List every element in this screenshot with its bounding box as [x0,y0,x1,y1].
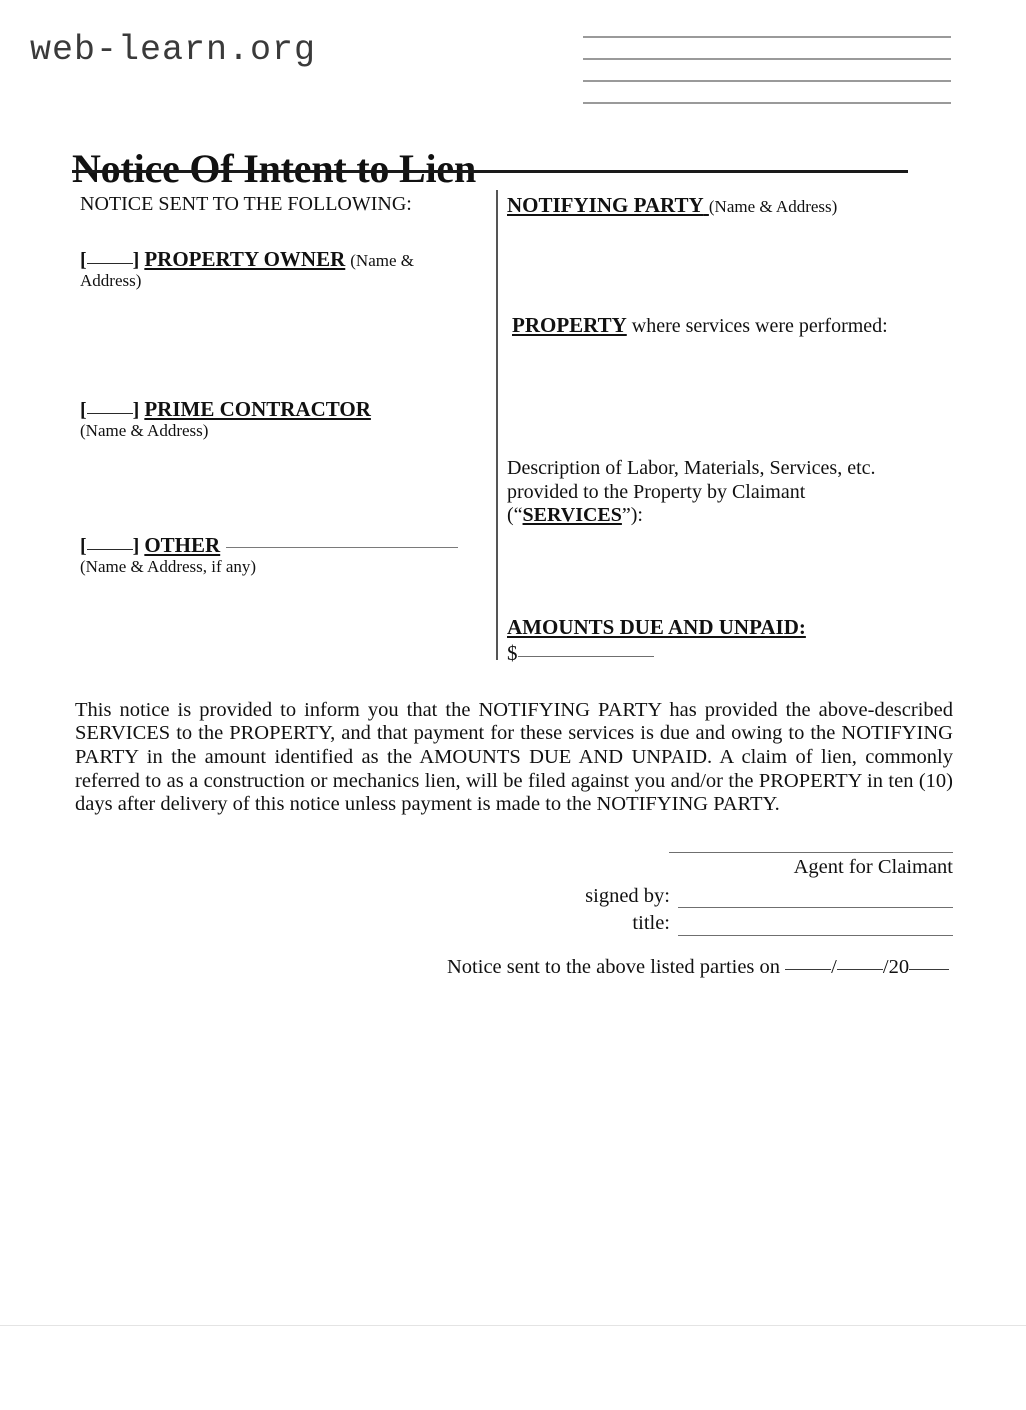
notice-sent-heading: NOTICE SENT TO THE FOLLOWING: [80,193,412,215]
party-label-other: OTHER [144,533,221,558]
party-row [80,396,480,423]
left-column [80,192,480,577]
site-logo: web-learn.org [30,30,317,70]
bracket-close: ] [132,249,140,271]
services-description-block [507,457,967,528]
party-label-prime-contractor: PRIME CONTRACTOR [144,396,371,421]
amounts-label: AMOUNTS DUE AND UNPAID: [507,614,806,639]
header-rule-2 [583,58,951,60]
header-rule-3 [583,80,951,82]
checkbox-slot [87,413,133,414]
property-heading [507,312,967,339]
property-label: PROPERTY [512,313,627,337]
party-row [80,246,480,273]
quote-open: (“ [507,504,523,527]
amount-fill-line[interactable] [518,656,654,657]
page-bottom-edge [0,1325,1026,1326]
notifying-party-heading [507,192,967,219]
checkbox-other[interactable] [80,535,139,557]
date-separator-1: / [831,956,837,978]
signature-block [440,852,953,936]
notifying-party-note: (Name & Address) [708,197,838,216]
date-day-field[interactable] [837,969,883,970]
checkbox-slot [87,263,133,264]
amounts-heading [507,614,967,641]
notice-sent-date-row [447,956,949,979]
signed-by-row [440,884,953,909]
party-note-inline: (Name & [350,251,414,270]
title-underline-rule [72,170,908,173]
amounts-block [507,614,967,666]
checkbox-slot [87,549,133,550]
header-rule-1 [583,36,951,38]
signed-by-field[interactable] [678,887,953,908]
party-label-property-owner: PROPERTY OWNER [144,247,346,271]
description-line-3 [507,504,967,528]
title-row [440,911,953,936]
other-fill-line[interactable] [226,547,458,548]
sent-on-label: Notice sent to the above listed parties on [447,956,781,978]
currency-symbol: $ [507,640,518,665]
party-note-other: (Name & Address, if any) [80,557,257,577]
party-property-owner [80,246,480,291]
bracket-close: ] [132,398,140,421]
checkbox-property-owner[interactable] [80,249,139,271]
bracket-open: [ [80,535,87,558]
title-field[interactable] [678,915,953,936]
bracket-open: [ [80,249,87,271]
bracket-open: [ [80,398,87,421]
notice-body-paragraph: This notice is provided to inform you that the NOTIFYING PARTY has provided the above-described SERVICES to the PROPERTY, and that payment for these services is due and owing to the NOTIFYING PARTY in the amount identified as the AMOUNTS DUE AND UNPAID. A claim of lien, commonly referred to as a construction or mechanics lien, will be filed against you and/or the PROPERTY in ten (10) days after delivery of this notice unless payment is made to the NOTIFYING PARTY. [75,698,953,816]
signed-by-label: signed by: [585,884,670,907]
bracket-close: ] [132,535,140,558]
party-note-prime-contractor: (Name & Address) [80,420,209,440]
column-divider [496,190,498,660]
header-blank-rules [583,36,951,104]
notifying-party-label: NOTIFYING PARTY [507,193,704,217]
checkbox-prime-contractor[interactable] [80,399,139,421]
date-month-field[interactable] [785,969,831,970]
party-prime-contractor [80,396,480,441]
header-rule-4 [583,102,951,104]
date-separator-2: /20 [882,956,910,978]
quote-close: ”): [621,504,643,527]
date-year-field[interactable] [909,969,949,970]
amount-entry-row [507,641,967,666]
agent-for-claimant-label: Agent for Claimant [793,856,953,878]
right-column [507,192,967,666]
party-other [80,532,480,577]
description-line-1: Description of Labor, Materials, Services, etc. [507,457,876,479]
title-label: title: [632,912,670,935]
services-label: SERVICES [522,504,622,527]
property-note: where services were performed: [631,315,888,337]
description-line-2: provided to the Property by Claimant [507,480,806,503]
page-title: Notice Of Intent to Lien [72,145,477,191]
party-note-continued: Address) [80,271,142,290]
party-row [80,532,480,559]
